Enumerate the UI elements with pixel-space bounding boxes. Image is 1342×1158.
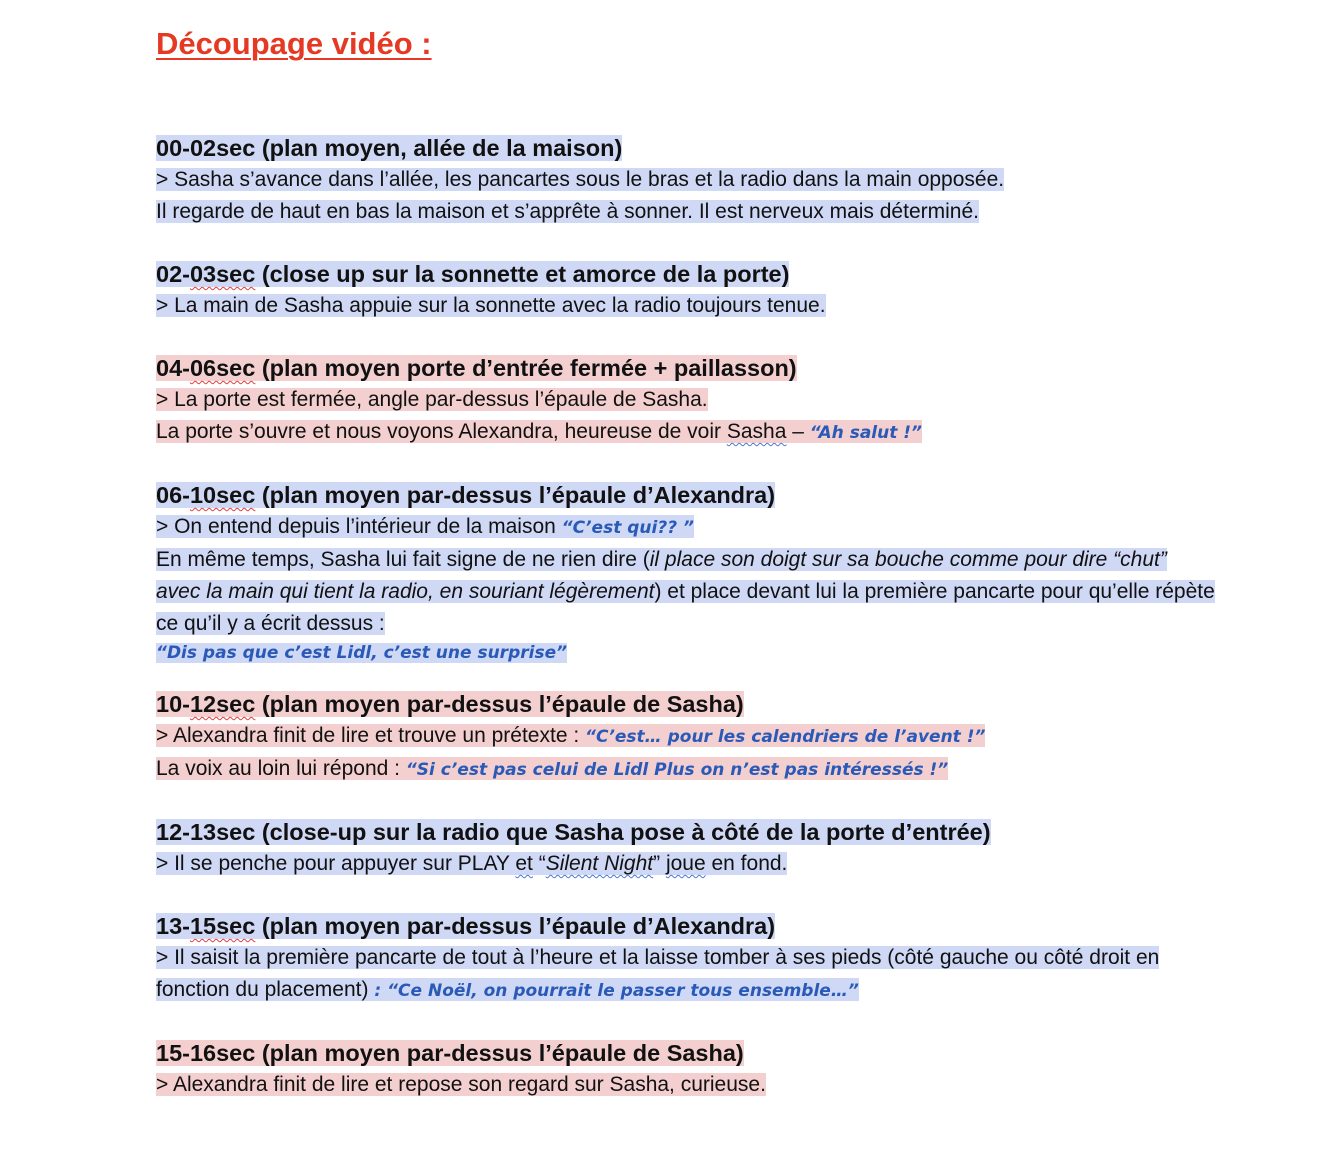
- shot-section-8: [156, 1037, 1216, 1101]
- shot-heading: [156, 352, 1216, 384]
- shot-section-7: [156, 910, 1216, 1007]
- shot-heading: [156, 1037, 1216, 1069]
- shot-action-line: > Alexandra finit de lire et trouve un prétexte : “C’est… pour les calendriers de l’avent !”: [156, 724, 986, 747]
- shot-heading: [156, 479, 1216, 511]
- shot-action-paragraph: > Il saisit la première pancarte de tout à l’heure et la laisse tomber à ses pieds (côté gauche ou côté droit en fonction du placement) : “Ce Noël, on pourrait le passer tous ensemble…”: [156, 946, 1160, 1001]
- grammar-flag[interactable]: joue: [665, 852, 706, 875]
- shot-description: (plan moyen par-dessus l’épaule d’Alexandra): [255, 913, 776, 939]
- shot-action-line: > Alexandra finit de lire et repose son regard sur Sasha, curieuse.: [156, 1073, 766, 1096]
- shot-dialogue-line: [156, 640, 1216, 666]
- shot-description: (plan moyen par-dessus l’épaule d’Alexandra): [255, 482, 776, 508]
- shot-timecode: 06-10sec: [156, 482, 256, 508]
- document-title: Découpage vidéo :: [156, 26, 432, 61]
- grammar-flag[interactable]: et: [515, 852, 533, 875]
- shot-action-line: > On entend depuis l’intérieur de la maison “C’est qui?? ”: [156, 515, 694, 538]
- shot-description: (close up sur la sonnette et amorce de la porte): [255, 261, 790, 287]
- shot-section-1: [156, 132, 1216, 228]
- shot-timecode: 15-16sec: [156, 1040, 256, 1066]
- spellcheck-flag[interactable]: 03sec: [189, 261, 256, 287]
- shot-action-line: > La porte est fermée, angle par-dessus l’épaule de Sasha.: [156, 388, 708, 411]
- spellcheck-flag[interactable]: 15sec: [189, 913, 256, 939]
- shot-timecode: 04-06sec: [156, 355, 256, 381]
- shot-description: (plan moyen, allée de la maison): [255, 135, 623, 161]
- dialogue-quote: “Dis pas que c’est Lidl, c’est une surprise”: [156, 643, 568, 663]
- dialogue-quote: “C’est qui?? ”: [561, 518, 694, 538]
- shot-action-line: La porte s’ouvre et nous voyons Alexandra, heureuse de voir Sasha – “Ah salut !”: [156, 420, 922, 443]
- shot-heading: [156, 910, 1216, 942]
- shot-action-paragraph: En même temps, Sasha lui fait signe de ne rien dire (il place son doigt sur sa bouche comme pour dire “chut” avec la main qui tient la radio, en souriant légèrement) et place devant lui la première pancarte pour qu’elle répète ce qu’il y a écrit dessus :: [156, 548, 1215, 635]
- shot-timecode: 13-15sec: [156, 913, 256, 939]
- dialogue-quote: “Ah salut !”: [809, 423, 922, 443]
- shot-description: (plan moyen porte d’entrée fermée + paillasson): [255, 355, 797, 381]
- shot-action-line: Il regarde de haut en bas la maison et s’apprête à sonner. Il est nerveux mais déterminé.: [156, 200, 979, 223]
- shot-action-line: La voix au loin lui répond : “Si c’est pas celui de Lidl Plus on n’est pas intéressés !”: [156, 757, 949, 780]
- shot-timecode: 00-02sec: [156, 135, 256, 161]
- shot-timecode: 10-12sec: [156, 691, 256, 717]
- shot-action-line: > Sasha s’avance dans l’allée, les pancartes sous le bras et la radio dans la main opposée.: [156, 168, 1005, 191]
- dialogue-quote: “C’est… pour les calendriers de l’avent !”: [585, 727, 986, 747]
- shot-heading: [156, 816, 1216, 848]
- shot-section-2: [156, 258, 1216, 322]
- shot-description: (close-up sur la radio que Sasha pose à côté de la porte d’entrée): [255, 819, 991, 845]
- shot-description: (plan moyen par-dessus l’épaule de Sasha): [255, 691, 744, 717]
- spellcheck-flag[interactable]: 10sec: [189, 482, 256, 508]
- grammar-flag[interactable]: Sasha: [726, 420, 787, 443]
- shot-section-3: [156, 352, 1216, 449]
- shot-action-line: > La main de Sasha appuie sur la sonnette avec la radio toujours tenue.: [156, 294, 826, 317]
- shot-description: (plan moyen par-dessus l’épaule de Sasha): [255, 1040, 744, 1066]
- dialogue-quote: : “Ce Noël, on pourrait le passer tous ensemble…”: [368, 981, 859, 1001]
- shot-section-5: [156, 688, 1216, 786]
- shot-timecode: 02-03sec: [156, 261, 256, 287]
- document-page: [156, 22, 1216, 1131]
- spellcheck-flag[interactable]: 12sec: [189, 691, 256, 717]
- shot-section-4: [156, 479, 1216, 666]
- shot-heading: [156, 132, 1216, 164]
- shot-action-line: > Il se penche pour appuyer sur PLAY et “Silent Night” joue en fond.: [156, 852, 788, 875]
- stage-direction: il place son doigt sur sa bouche comme pour dire “chut” avec la main qui tient la radio, en souriant légèrement: [156, 548, 1167, 603]
- shot-heading: [156, 258, 1216, 290]
- shot-heading: [156, 688, 1216, 720]
- spellcheck-flag[interactable]: 06sec: [189, 355, 256, 381]
- dialogue-quote: “Si c’est pas celui de Lidl Plus on n’est pas intéressés !”: [405, 760, 949, 780]
- song-title[interactable]: Silent Night: [545, 852, 654, 875]
- shot-section-6: [156, 816, 1216, 880]
- shot-timecode: 12-13sec: [156, 819, 256, 845]
